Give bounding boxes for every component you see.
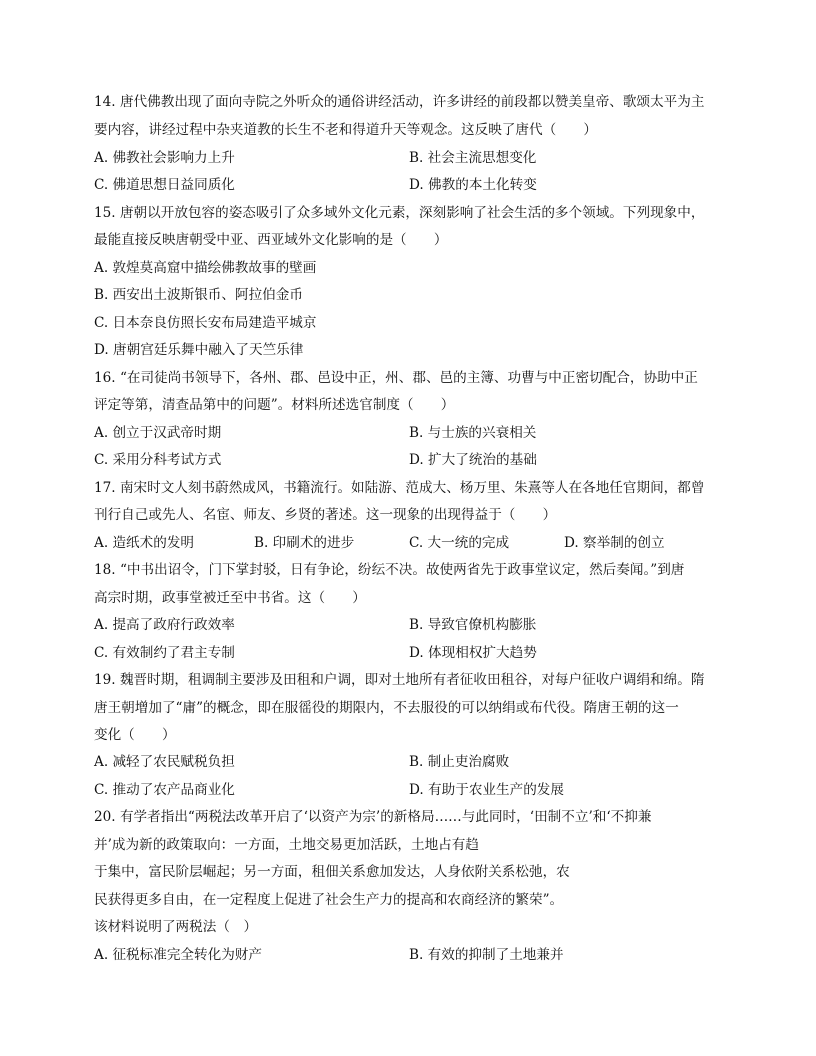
question-17-stem-line-1: 17. 南宋时文人刻书蔚然成风，书籍流行。如陆游、范成大、杨万里、朱熹等人在各地任官期间，都曾 xyxy=(94,480,705,496)
question-16-option-d: D. 扩大了统治的基础 xyxy=(409,452,537,468)
question-16-option-b: B. 与士族的兴衰相关 xyxy=(409,425,537,441)
question-20-stem-line-2: 并’成为新的政策取向：一方面，土地交易更加活跃，土地占有趋 xyxy=(94,837,479,853)
question-15-option-b: B. 西安出土波斯银币、阿拉伯金币 xyxy=(94,287,303,303)
question-16-stem-line-1: 16. “在司徒尚书领导下，各州、郡、邑设中正，州、郡、邑的主簿、功曹与中正密切配合，协助中正 xyxy=(94,370,698,386)
question-17-option-a: A. 造纸术的发明 xyxy=(94,535,195,551)
question-18-stem-line-2: 高宗时期，政事堂被迁至中书省。这（ ） xyxy=(94,590,366,606)
question-15-stem-line-1: 15. 唐朝以开放包容的姿态吸引了众多域外文化元素，深刻影响了社会生活的多个领域。下列现象中， xyxy=(94,205,705,221)
question-20-option-a: A. 征税标准完全转化为财产 xyxy=(94,947,262,963)
question-16-stem-line-2: 评定等第，清查品第中的问题”。材料所述选官制度（ ） xyxy=(94,397,455,413)
question-17-stem-line-2: 刊行自己或先人、名宦、师友、乡贤的著述。这一现象的出现得益于（ ） xyxy=(94,507,557,523)
question-17-option-d: D. 察举制的创立 xyxy=(564,535,665,551)
question-15-stem-line-2: 最能直接反映唐朝受中亚、西亚域外文化影响的是（ ） xyxy=(94,232,448,248)
question-20-stem-line-1: 20. 有学者指出“两税法改革开启了‘以资产为宗’的新格局……与此同时，‘田制不立’和‘不抑兼 xyxy=(94,809,652,825)
question-20-stem-line-5: 该材料说明了两税法（ ） xyxy=(94,919,258,935)
question-20-stem-line-3: 于集中，富民阶层崛起；另一方面，租佃关系愈加发达，人身依附关系松弛，农 xyxy=(94,864,570,880)
question-19-option-b: B. 制止吏治腐败 xyxy=(409,754,510,770)
question-19-stem-line-1: 19. 魏晋时期，租调制主要涉及田租和户调，即对土地所有者征收田租谷，对每户征收户调绢和绵。隋 xyxy=(94,672,705,688)
question-18-option-a: A. 提高了政府行政效率 xyxy=(94,617,235,633)
question-19-option-c: C. 推动了农产品商业化 xyxy=(94,782,235,798)
question-18-option-d: D. 体现相权扩大趋势 xyxy=(409,645,537,661)
question-19-option-d: D. 有助于农业生产的发展 xyxy=(409,782,564,798)
question-17-option-c: C. 大一统的完成 xyxy=(409,535,510,551)
question-17-option-b: B. 印刷术的进步 xyxy=(254,535,355,551)
question-20-option-b: B. 有效的抑制了土地兼并 xyxy=(409,947,564,963)
question-15-option-a: A. 敦煌莫高窟中描绘佛教故事的壁画 xyxy=(94,260,317,276)
question-14-option-d: D. 佛教的本土化转变 xyxy=(409,177,537,193)
question-14-stem-line-1: 14. 唐代佛教出现了面向寺院之外听众的通俗讲经活动，许多讲经的前段都以赞美皇帝、歌颂太平为主 xyxy=(94,94,705,110)
question-19-stem-line-3: 变化（ ） xyxy=(94,727,176,743)
question-18-option-c: C. 有效制约了君主专制 xyxy=(94,645,235,661)
question-14-option-a: A. 佛教社会影响力上升 xyxy=(94,150,235,166)
question-18-stem-line-1: 18. “中书出诏令，门下掌封驳，日有争论，纷纭不决。故使两省先于政事堂议定，然后奏闻。”到唐 xyxy=(94,562,685,578)
question-19-stem-line-2: 唐王朝增加了“庸”的概念，即在服徭役的期限内，不去服役的可以纳绢或布代役。隋唐王朝的这一 xyxy=(94,700,679,716)
question-16-option-c: C. 采用分科考试方式 xyxy=(94,452,222,468)
question-14-option-c: C. 佛道思想日益同质化 xyxy=(94,177,235,193)
question-18-option-b: B. 导致官僚机构膨胀 xyxy=(409,617,537,633)
question-15-option-c: C. 日本奈良仿照长安布局建造平城京 xyxy=(94,315,317,331)
question-16-option-a: A. 创立于汉武帝时期 xyxy=(94,425,222,441)
question-15-option-d: D. 唐朝宫廷乐舞中融入了天竺乐律 xyxy=(94,342,304,358)
question-20-stem-line-4: 民获得更多自由，在一定程度上促进了社会生产力的提高和农商经济的繁荣”。 xyxy=(94,892,564,908)
question-19-option-a: A. 减轻了农民赋税负担 xyxy=(94,754,235,770)
question-14-stem-line-2: 要内容，讲经过程中杂夹道教的长生不老和得道升天等观念。这反映了唐代（ ） xyxy=(94,122,597,138)
question-14-option-b: B. 社会主流思想变化 xyxy=(409,150,537,166)
